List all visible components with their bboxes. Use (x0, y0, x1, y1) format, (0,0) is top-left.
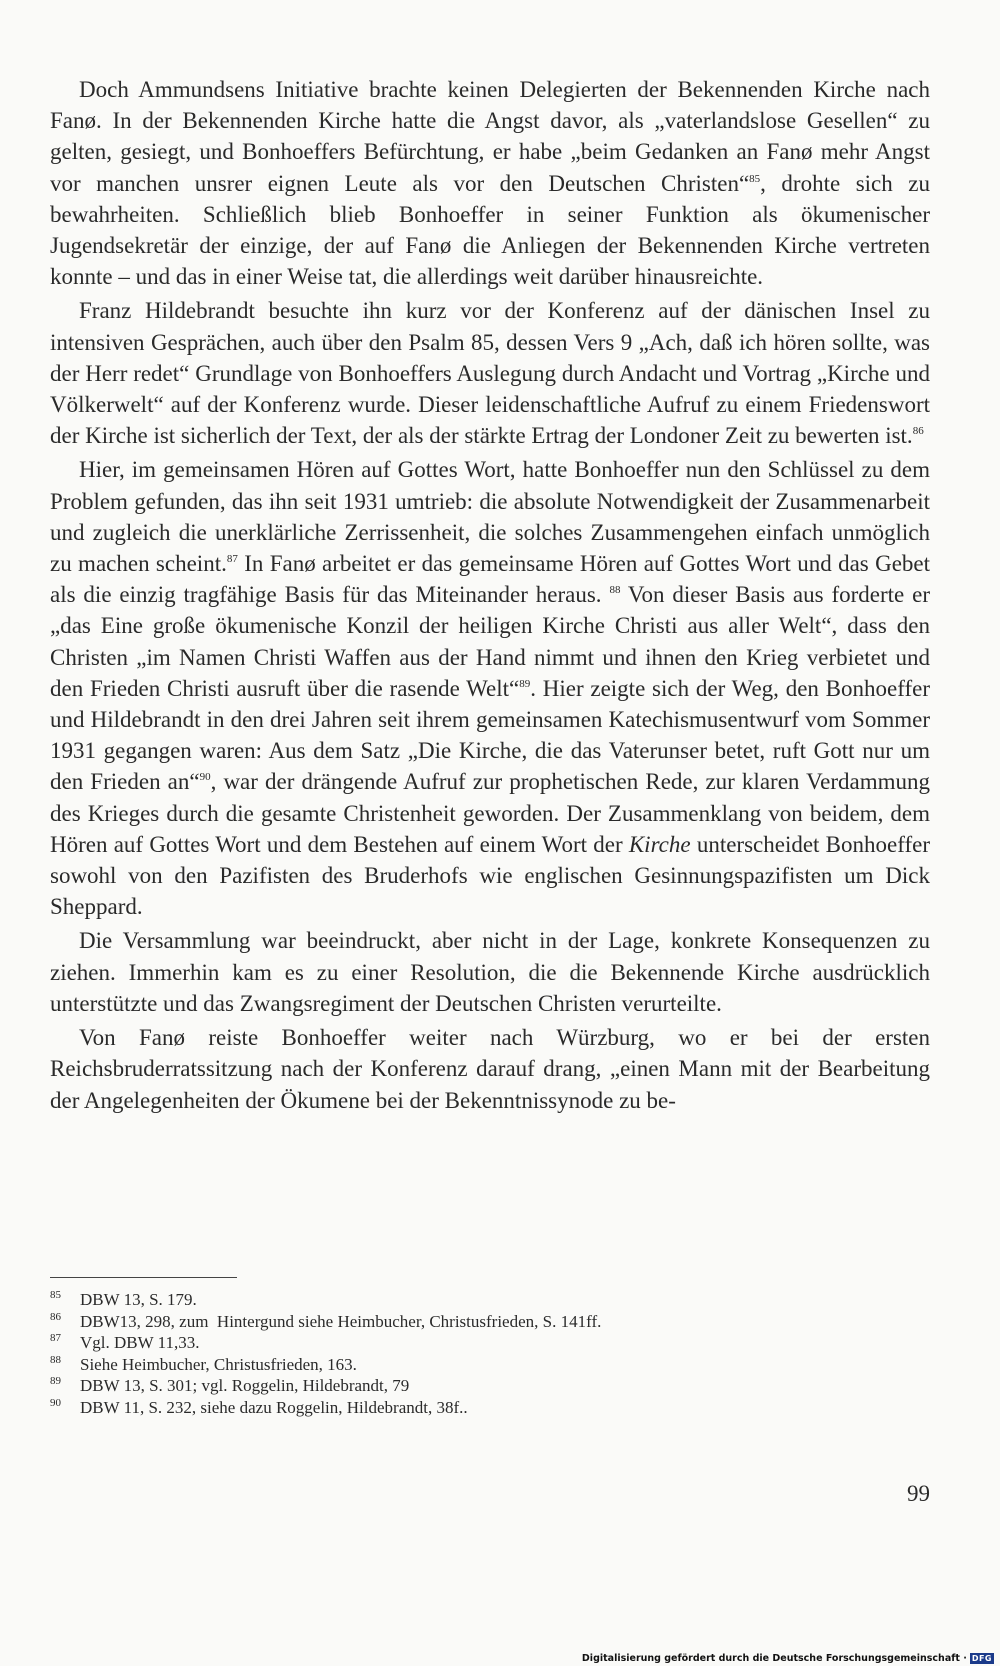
footnote-text: DBW 13, S. 301; vgl. Roggelin, Hildebrandt, 79 (80, 1376, 410, 1396)
footnote-divider (50, 1277, 237, 1278)
footnote-text: Siehe Heimbucher, Christusfrieden, 163. (80, 1354, 357, 1374)
footnote (50, 1289, 930, 1311)
footnote-number: 89 (50, 1375, 61, 1388)
footnote-ref: 90 (199, 771, 211, 784)
paragraph-text: Die Versammlung war beeindruckt, aber nicht in der Lage, konkrete Konsequenzen zu ziehen. Immerhin kam es zu einer Resolution, die die Bekennende Kirche ausdrücklich unterstützte und das Zwangsregiment der Deutschen Christen verurteilte. (50, 928, 930, 1016)
paragraph-text: , war der drängende Aufruf zur prophetischen Rede, zur klaren Verdammung des Krieges durch die gesamte Christenheit geworden. Der Zusammenklang von beidem, dem Hören auf Gottes Wort und dem Bestehen auf einem Wort der (50, 769, 930, 857)
paragraph-text: In Fanø arbeitet er das gemeinsame Hören auf Gottes Wort und das Gebet als die einzig tragfähige Basis für das Miteinander heraus. (50, 551, 931, 608)
footnote-ref: 89 (519, 677, 531, 690)
paragraph-text: unterscheidet Bonhoeffer sowohl von den Pazifisten des Bruderhofs wie englischen Gesinnungspazifisten um Dick Sheppard. (50, 831, 931, 920)
paragraph (50, 454, 930, 922)
footnote-text: Vgl. DBW 11,33. (80, 1333, 200, 1353)
paragraph (50, 295, 930, 451)
footnote-ref: 85 (749, 172, 761, 185)
paragraph-text: Von dieser Basis aus forderte er „das Eine große ökumenische Konzil der heiligen Kirche Christi aus aller Welt“, dass den Christen „im Namen Christi Waffen aus der Hand nimmt und ihnen den Krieg verbietet und den Frieden Christi ausruft über die rasende Welt“ (50, 582, 930, 701)
emphasis-text: Kirche (628, 831, 691, 857)
paragraph-text: , drohte sich zu bewahrheiten. Schließlich blieb Bonhoeffer in seiner Funktion als ökumenischer Jugendsekretär der einzige, der auf Fanø die Anliegen der Bekennenden Kirche vertreten konnte – und das in einer Weise tat, die allerdings weit darüber hinausreichte. (50, 170, 930, 290)
paragraph (50, 1022, 930, 1116)
dfg-watermark-text: Digitalisierung gefördert durch die Deutsche Forschungsgemeinschaft · (581, 1653, 967, 1664)
footnote-text: DBW 11, S. 232, siehe dazu Roggelin, Hildebrandt, 38f.. (80, 1397, 468, 1417)
paragraph-text: Von Fanø reiste Bonhoeffer weiter nach Würzburg, wo er bei der ersten Reichsbruderratssitzung nach der Konferenz darauf drang, „einen Mann mit der Bearbeitung der Angelegenheiten der Ökumene bei der Bekenntnissynode zu be- (50, 1025, 930, 1113)
page-body (50, 74, 930, 1116)
dfg-logo-icon: DFG (971, 1654, 992, 1663)
paragraph (50, 925, 930, 1019)
page-number: 99 (907, 1481, 930, 1506)
footnote (50, 1375, 930, 1397)
footnote-ref: 87 (226, 553, 238, 566)
paragraph-text: Hier, im gemeinsamen Hören auf Gottes Wort, hatte Bonhoeffer nun den Schlüssel zu dem Problem gefunden, das ihn seit 1931 umtrieb: die absolute Notwendigkeit der Zusammenarbeit und zugleich die unerklärliche Zerrissenheit, die solches Zusammengehen einfach unmöglich zu machen scheint. (50, 457, 930, 577)
paragraph (50, 74, 930, 292)
footnote-text: DBW 13, S. 179. (80, 1290, 197, 1309)
footnotes (50, 1289, 930, 1419)
footnote (50, 1332, 930, 1354)
paragraph-text: Doch Ammundsens Initiative brachte keinen Delegierten der Bekennenden Kirche nach Fanø. In der Bekennenden Kirche hatte die Angst davor, als „vaterlandslose Gesellen“ zu gelten, gesiegt, und Bonhoeffers Befürchtung, er habe „beim Gedanken an Fanø mehr Angst vor manchen unsrer eignen Leute als vor den Deutschen Christen“ (50, 77, 930, 196)
footnote-ref: 88 (609, 584, 621, 597)
footnote-number: 86 (50, 1310, 61, 1323)
footnote-number: 88 (50, 1353, 61, 1366)
paragraph-text: . Hier zeigte sich der Weg, den Bonhoeffer und Hildebrandt in den drei Jahren seit ihrem gemeinsamen Katechismusentwurf vom Sommer 1931 gegangen waren: Aus dem Satz „Die Kirche, die das Vaterunser betet, ruft Gott nur um den Frieden an“ (50, 675, 930, 795)
main-text (50, 74, 930, 1116)
footnote (50, 1311, 930, 1333)
footnote-number: 87 (50, 1332, 61, 1345)
footnote-text: DBW13, 298, zum Hintergund siehe Heimbucher, Christusfrieden, S. 141ff. (80, 1311, 602, 1331)
footnote-number: 85 (50, 1289, 61, 1301)
footnote-number: 90 (50, 1396, 61, 1409)
footnote (50, 1354, 930, 1376)
footnote-ref: 86 (912, 425, 924, 438)
paragraph-text: Franz Hildebrandt besuchte ihn kurz vor der Konferenz auf der dänischen Insel zu intensiven Gesprächen, auch über den Psalm 85, dessen Vers 9 „Ach, daß ich hören sollte, was der Herr redet“ Grundlage von Bonhoeffers Auslegung durch Andacht und Vortrag „Kirche und Völkerwelt“ auf der Konferenz wurde. Dieser leidenschaftliche Aufruf zu einem Friedenswort der Kirche ist sicherlich der Text, der als der stärkte Ertrag der Londoner Zeit zu bewerten ist. (50, 298, 930, 449)
dfg-watermark (582, 1653, 994, 1664)
footnote (50, 1397, 930, 1419)
